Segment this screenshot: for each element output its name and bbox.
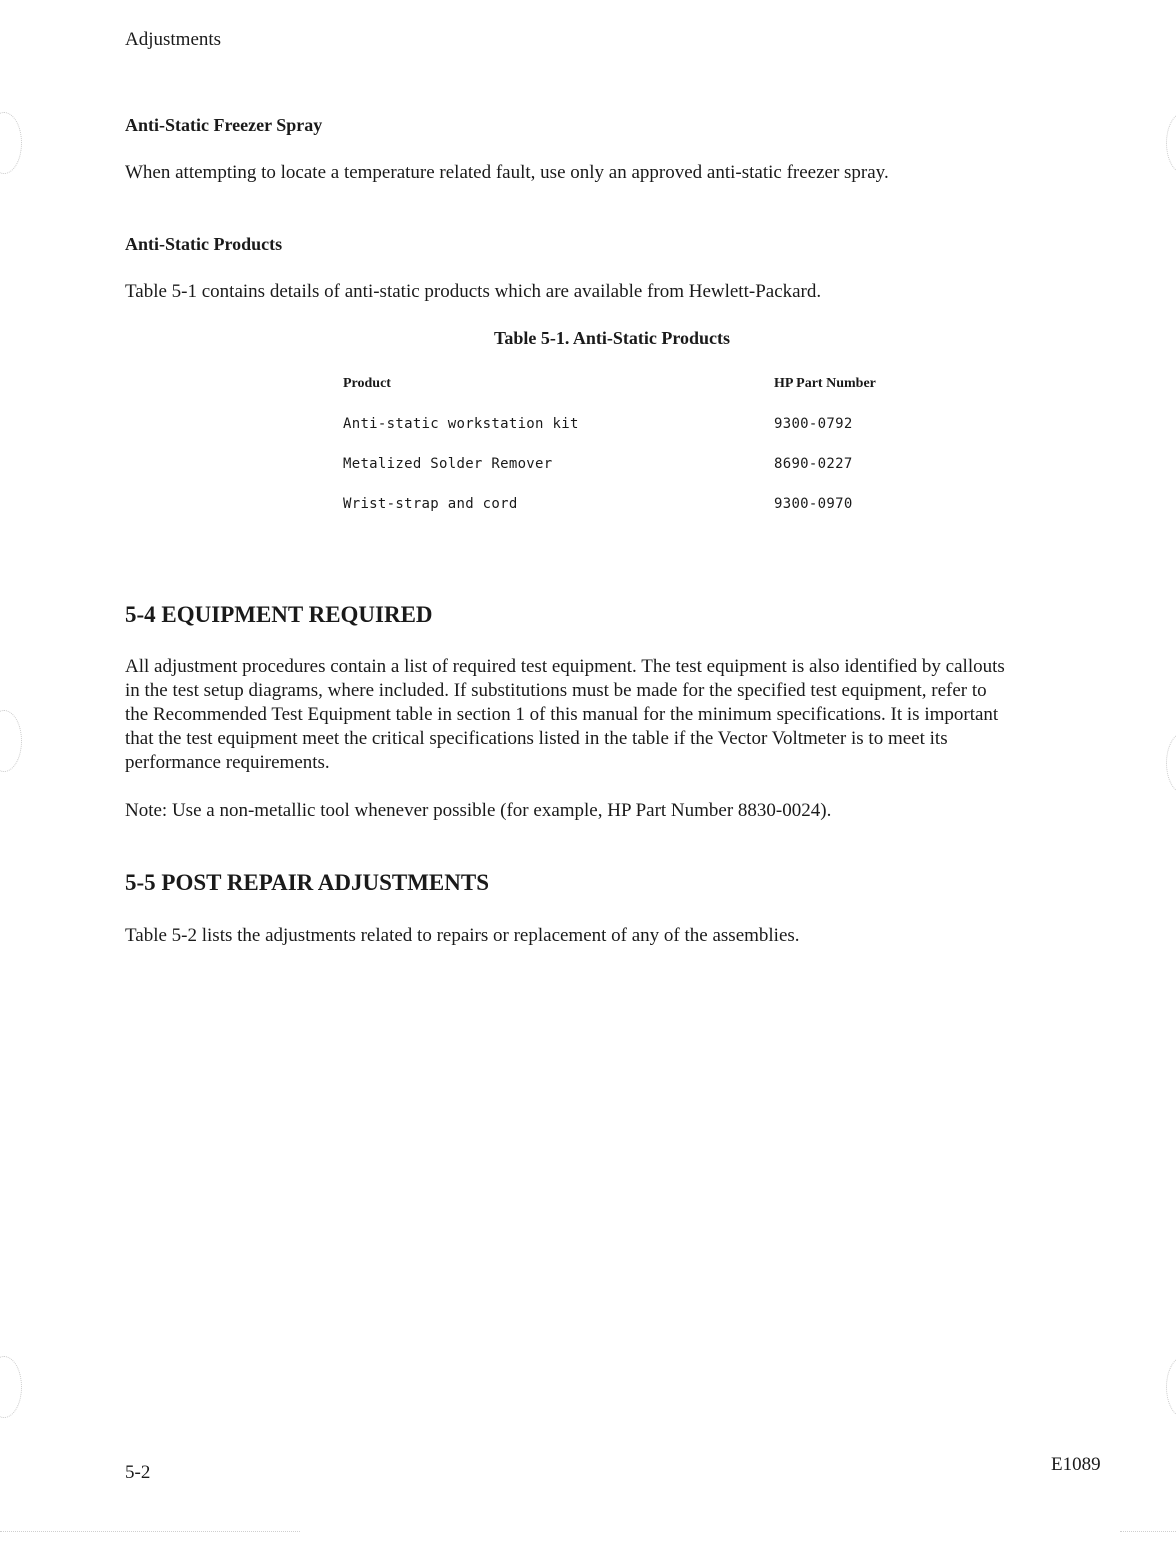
section-heading-post-repair-adjustments: 5-5 POST REPAIR ADJUSTMENTS (125, 870, 490, 895)
punch-hole-decoration (0, 112, 22, 174)
punch-hole-decoration (0, 1356, 22, 1418)
table-cell-part-number: 9300-0970 (774, 496, 853, 512)
table-cell-product: Metalized Solder Remover (343, 456, 553, 472)
anti-static-products-heading: Anti-Static Products (125, 234, 283, 254)
anti-static-products-paragraph: Table 5-1 contains details of anti-static products which are available from Hewlett-Packard. (125, 281, 822, 302)
equipment-paragraph-line: performance requirements. (125, 752, 330, 773)
equipment-paragraph-line: that the test equipment meet the critical specifications listed in the table if the Vector Voltmeter is to meet its (125, 728, 948, 749)
section-heading-equipment-required: 5-4 EQUIPMENT REQUIRED (125, 602, 433, 627)
table-cell-part-number: 8690-0227 (774, 456, 853, 472)
table-cell-part-number: 9300-0792 (774, 416, 853, 432)
equipment-paragraph-line: in the test setup diagrams, where included. If substitutions must be made for the specified test equipment, refer to (125, 680, 987, 701)
equipment-paragraph-line: the Recommended Test Equipment table in section 1 of this manual for the minimum specifications. It is important (125, 704, 999, 725)
table-cell-product: Wrist-strap and cord (343, 496, 518, 512)
freezer-spray-heading: Anti-Static Freezer Spray (125, 115, 323, 135)
table-column-header-product: Product (343, 376, 391, 391)
equipment-paragraph-line: All adjustment procedures contain a list of required test equipment. The test equipment is also identified by callouts (125, 656, 1005, 677)
table-title: Table 5-1. Anti-Static Products (493, 328, 730, 348)
post-repair-paragraph: Table 5-2 lists the adjustments related to repairs or replacement of any of the assemblies. (125, 925, 800, 946)
page-number: 5-2 (125, 1462, 151, 1483)
table-column-header-part-number: HP Part Number (774, 376, 876, 391)
document-code: E1089 (1051, 1454, 1101, 1475)
punch-hole-decoration (1166, 1356, 1176, 1418)
scan-edge-decoration (1120, 1531, 1176, 1536)
table-cell-product: Anti-static workstation kit (343, 416, 579, 432)
punch-hole-decoration (1166, 732, 1176, 794)
punch-hole-decoration (1166, 112, 1176, 174)
running-header: Adjustments (125, 29, 222, 50)
scan-edge-decoration (0, 1531, 300, 1536)
punch-hole-decoration (0, 710, 22, 772)
freezer-spray-paragraph: When attempting to locate a temperature related fault, use only an approved anti-static freezer spray. (125, 162, 889, 183)
equipment-note: Note: Use a non-metallic tool whenever possible (for example, HP Part Number 8830-0024). (125, 800, 832, 821)
